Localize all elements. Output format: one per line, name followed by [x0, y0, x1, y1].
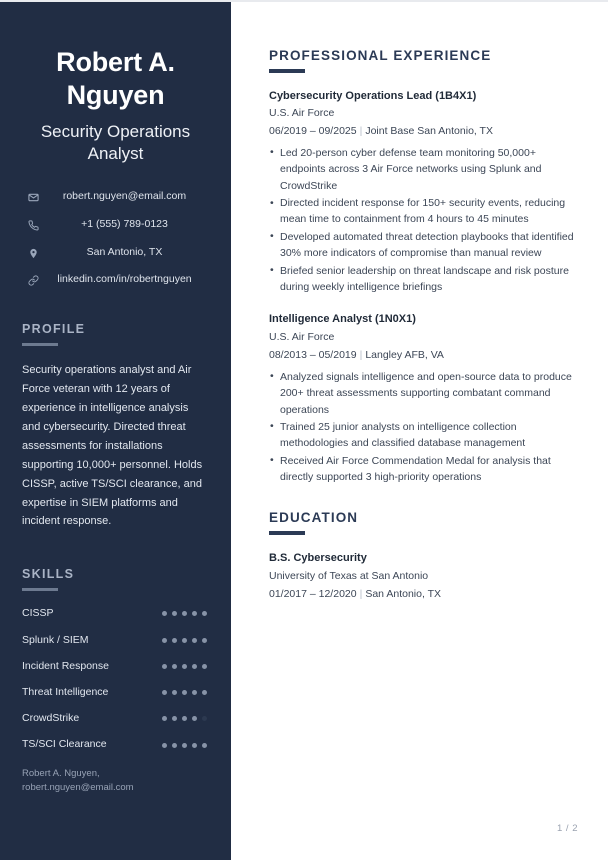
education-list — [269, 551, 580, 602]
experience-bullet: • Received Air Force Commendation Medal for analysis that directly supported 3 high-priority operations — [269, 453, 580, 486]
skill-row — [22, 685, 209, 700]
skill-label: Incident Response — [22, 659, 109, 672]
skill-label: Splunk / SIEM — [22, 633, 89, 646]
job-title: Cybersecurity Operations Lead (1B4X1) — [269, 89, 477, 102]
candidate-title: Security Operations Analyst — [40, 122, 191, 164]
skill-rating — [162, 638, 209, 643]
skill-label: CrowdStrike — [22, 712, 80, 725]
experience-bullet: • Trained 25 junior analysts on intelligence collection methodologies and classified database management — [269, 419, 580, 452]
contact-text: +1 (555) 789-0123 — [81, 217, 168, 230]
contact-text: San Antonio, TX — [86, 245, 163, 258]
education-meta — [269, 587, 580, 603]
skill-dot — [182, 743, 187, 748]
skill-dot — [172, 743, 177, 748]
skill-dot — [192, 690, 197, 695]
job-organization: U.S. Air Force — [269, 331, 335, 344]
skill-rating — [162, 716, 209, 721]
contact-item[interactable] — [22, 217, 209, 233]
skills-heading-rule — [22, 588, 58, 591]
skill-label: CISSP — [22, 607, 54, 620]
job-dates: 08/2013 – 05/2019 — [269, 349, 357, 361]
link-icon — [22, 272, 44, 286]
skill-dot — [172, 716, 177, 721]
skill-dot — [162, 638, 167, 643]
skill-dot — [162, 716, 167, 721]
sidebar-footer: Robert A. Nguyen, robert.nguyen@email.com — [22, 767, 134, 793]
skill-dot — [192, 664, 197, 669]
education-dates: 01/2017 – 12/2020 — [269, 587, 357, 600]
skill-rating — [162, 611, 209, 616]
skill-rating — [162, 743, 209, 748]
contact-item[interactable] — [22, 245, 209, 261]
skill-dot — [172, 638, 177, 643]
skills-heading: SKILLS — [22, 567, 75, 582]
contact-item[interactable] — [22, 272, 209, 288]
job-title: Intelligence Analyst (1N0X1) — [269, 313, 416, 326]
skill-dot — [162, 611, 167, 616]
meta-separator: | — [359, 587, 363, 600]
skill-dot — [192, 743, 197, 748]
job-bullets — [269, 369, 580, 486]
experience-entry — [269, 89, 580, 296]
skill-rating — [162, 664, 209, 669]
education-degree: B.S. Cybersecurity — [269, 551, 367, 564]
education-entry — [269, 551, 580, 602]
experience-bullet: • Analyzed signals intelligence and open-source data to produce 200+ threat assessments supporting combatant command operations — [269, 369, 580, 418]
skill-dot — [202, 716, 207, 721]
profile-text: Security operations analyst and Air Force veteran with 12 years of experience in intelligence analysis and cybersecurity. Directed threat assessments for installations supporting 10,000+ personnel. Holds CISSP, active TS/SCI clearance, and expertise in SIEM platforms and incident response. — [22, 364, 203, 528]
job-meta — [269, 124, 580, 140]
envelope-icon — [22, 189, 44, 203]
skill-dot — [182, 690, 187, 695]
section-spacer — [269, 486, 580, 510]
experience-entry — [269, 312, 580, 485]
candidate-name: Robert A. Nguyen — [56, 47, 175, 110]
skill-dot — [162, 743, 167, 748]
skill-row — [22, 711, 209, 726]
skill-dot — [172, 664, 177, 669]
skill-dot — [172, 611, 177, 616]
experience-bullet: • Led 20-person cyber defense team monitoring 50,000+ endpoints across 3 Air Force networks using Splunk and CrowdStrike — [269, 145, 580, 194]
contact-item[interactable] — [22, 189, 209, 205]
skill-dot — [162, 690, 167, 695]
job-meta — [269, 348, 580, 364]
job-organization: U.S. Air Force — [269, 107, 335, 120]
skill-dot — [202, 743, 207, 748]
skill-dot — [162, 664, 167, 669]
skill-dot — [192, 716, 197, 721]
skill-label: Threat Intelligence — [22, 685, 109, 698]
education-school: University of Texas at San Antonio — [269, 569, 429, 582]
phone-icon — [22, 217, 44, 231]
page-number: 1 / 2 — [557, 823, 578, 834]
experience-bullet: • Directed incident response for 150+ security events, reducing mean time to containment from 4 hours to 45 minutes — [269, 195, 580, 228]
job-location: Joint Base San Antonio, TX — [365, 125, 493, 138]
education-heading-rule — [269, 531, 305, 535]
experience-bullet: • Briefed senior leadership on threat landscape and risk posture during weekly intelligence briefings — [269, 263, 580, 296]
job-location: Langley AFB, VA — [365, 349, 444, 361]
skill-row — [22, 633, 209, 648]
profile-heading: PROFILE — [22, 322, 86, 337]
meta-separator: | — [359, 125, 363, 138]
skill-dot — [202, 664, 207, 669]
skill-dot — [182, 638, 187, 643]
skill-dot — [182, 664, 187, 669]
experience-bullet: • Developed automated threat detection playbooks that identified 30% more indicators of compromise than manual review — [269, 229, 580, 262]
skill-dot — [192, 638, 197, 643]
job-bullets — [269, 145, 580, 295]
contact-text: linkedin.com/in/robertnguyen — [57, 273, 192, 286]
skill-dot — [192, 611, 197, 616]
skill-dot — [182, 716, 187, 721]
skill-dot — [202, 638, 207, 643]
contact-text: robert.nguyen@email.com — [62, 190, 187, 203]
skills-list — [22, 606, 209, 752]
contact-list — [22, 189, 209, 288]
education-location: San Antonio, TX — [365, 587, 442, 600]
skill-label: TS/SCI Clearance — [22, 738, 107, 751]
skill-dot — [202, 611, 207, 616]
skill-dot — [202, 690, 207, 695]
main-content — [231, 2, 608, 860]
job-dates: 06/2019 – 09/2025 — [269, 125, 357, 138]
education-heading: EDUCATION — [269, 510, 359, 526]
skill-row — [22, 737, 209, 752]
skill-rating — [162, 690, 209, 695]
experience-heading: PROFESSIONAL EXPERIENCE — [269, 48, 492, 63]
meta-separator: | — [359, 349, 363, 361]
skill-row — [22, 659, 209, 674]
sidebar — [0, 2, 231, 860]
experience-heading-rule — [269, 69, 305, 73]
skill-dot — [172, 690, 177, 695]
skill-row — [22, 606, 209, 621]
map-pin-icon — [22, 245, 44, 259]
profile-heading-rule — [22, 343, 58, 346]
skill-dot — [182, 611, 187, 616]
experience-list — [269, 89, 580, 486]
